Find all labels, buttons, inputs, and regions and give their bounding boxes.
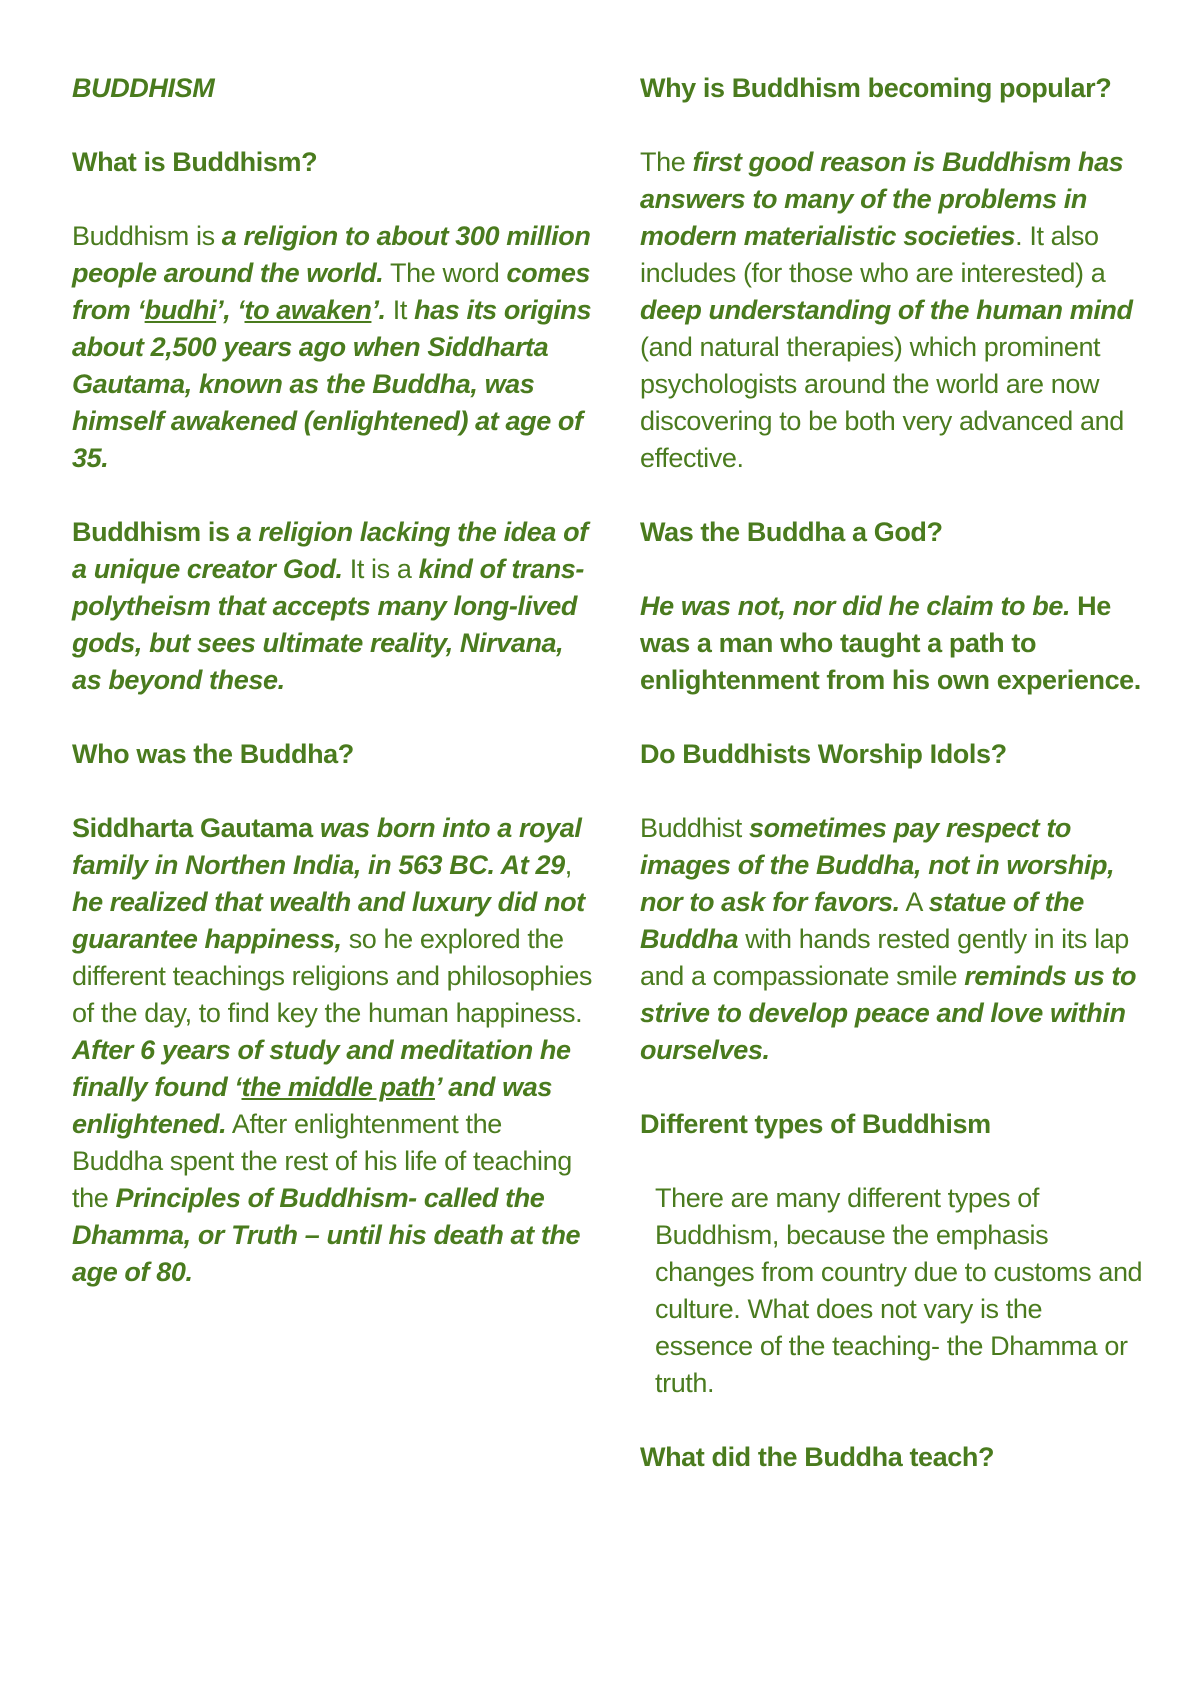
right-column	[640, 70, 1145, 1513]
emphasis-run: ’, ‘	[216, 295, 245, 325]
text-run: Buddhism is	[72, 221, 222, 251]
emphasis-run: kind of trans-polytheism that accepts many long-lived gods, but sees ultimate reality, Nirvana, as beyond these.	[72, 554, 584, 695]
emphasis-run: Principles of Buddhism- called the Dhamma, or Truth – until his death at the age of 80.	[72, 1183, 581, 1287]
underlined-term-budhi: budhi	[144, 295, 217, 325]
underlined-term-middle-path: the middle path	[241, 1072, 436, 1102]
left-column	[72, 70, 592, 1328]
paragraph-who-was-the-buddha	[72, 810, 592, 1291]
text-run: A	[899, 887, 929, 917]
heading-who-was-the-buddha: Who was the Buddha?	[72, 739, 354, 769]
paragraph-what-is-buddhism	[72, 218, 592, 477]
text-run: . It also includes (for those who are interested) a	[640, 221, 1106, 288]
emphasis-run: sometimes pay respect to images of the Buddha, not in worship, nor to ask for favors.	[640, 813, 1115, 917]
text-run: with hands rested gently in its lap and a compassionate smile	[640, 924, 1129, 991]
paragraph-worship-idols	[640, 810, 1145, 1069]
emphasis-run: ’.	[371, 295, 386, 325]
heading-types-of-buddhism: Different types of Buddhism	[640, 1109, 991, 1139]
emphasis-run: He was not, nor did he claim to be.	[640, 591, 1071, 621]
heading-why-popular: Why is Buddhism becoming popular?	[640, 73, 1112, 103]
text-run: Buddhist	[640, 813, 749, 843]
text-run: It	[385, 295, 415, 325]
heading-what-is-buddhism: What is Buddhism?	[72, 147, 318, 177]
text-run: After enlightenment the Buddha spent the rest of his life of teaching the	[72, 1109, 572, 1213]
emphasis-run: was born into a royal family in Northen India, in 563 BC. At 29	[72, 813, 582, 880]
text-run: Buddhism is	[72, 517, 237, 547]
document-title: BUDDHISM	[72, 73, 215, 103]
paragraph-creator-god	[72, 514, 592, 699]
emphasis-run: After 6 years of study and meditation he finally found ‘	[72, 1035, 571, 1102]
text-run: (and natural therapies) which prominent psychologists around the world are now discovering to be both very advanced and effective.	[640, 332, 1124, 473]
paragraph-why-popular	[640, 144, 1145, 477]
text-run: Siddharta Gautama	[72, 813, 320, 843]
emphasis-run: he realized that wealth and luxury did not guarantee happiness,	[72, 887, 585, 954]
emphasis-run: a religion to about 300 million people around the world.	[72, 221, 591, 288]
underlined-term-to-awaken: to awaken	[244, 295, 372, 325]
emphasis-run: ’ and was enlightened.	[72, 1072, 552, 1139]
emphasis-run: deep understanding of the human mind	[640, 295, 1133, 325]
text-run: The word	[383, 258, 507, 288]
heading-worship-idols: Do Buddhists Worship Idols?	[640, 739, 1007, 769]
text-run: The	[640, 147, 693, 177]
emphasis-run: statue of the Buddha	[640, 887, 1084, 954]
emphasis-run: has its origins about 2,500 years ago when Siddharta Gautama, known as the Buddha, was himself awakened (enlightened) at age of 35.	[72, 295, 592, 473]
paragraph-was-buddha-god	[640, 588, 1145, 699]
text-run: He was a man who taught a path to enlightenment from his own experience.	[640, 591, 1141, 695]
text-run: It is a	[342, 554, 419, 584]
text-run: ,	[564, 850, 572, 880]
emphasis-run: comes from ‘	[72, 258, 591, 325]
heading-was-buddha-god: Was the Buddha a God?	[640, 517, 943, 547]
paragraph-types-of-buddhism: There are many different types of Buddhism, because the emphasis changes from country due to customs and culture. What does not vary is the essence of the teaching- the Dhamma or truth.	[655, 1183, 1143, 1398]
heading-what-did-buddha-teach: What did the Buddha teach?	[640, 1442, 995, 1472]
emphasis-run: a religion lacking the idea of a unique creator God.	[72, 517, 588, 584]
emphasis-run: first good reason is Buddhism has answers to many of the problems in modern materialistic societies	[640, 147, 1124, 251]
text-run: so he explored the different teachings religions and philosophies of the day, to find key the human happiness.	[72, 924, 592, 1028]
emphasis-run: reminds us to strive to develop peace and love within ourselves.	[640, 961, 1137, 1065]
